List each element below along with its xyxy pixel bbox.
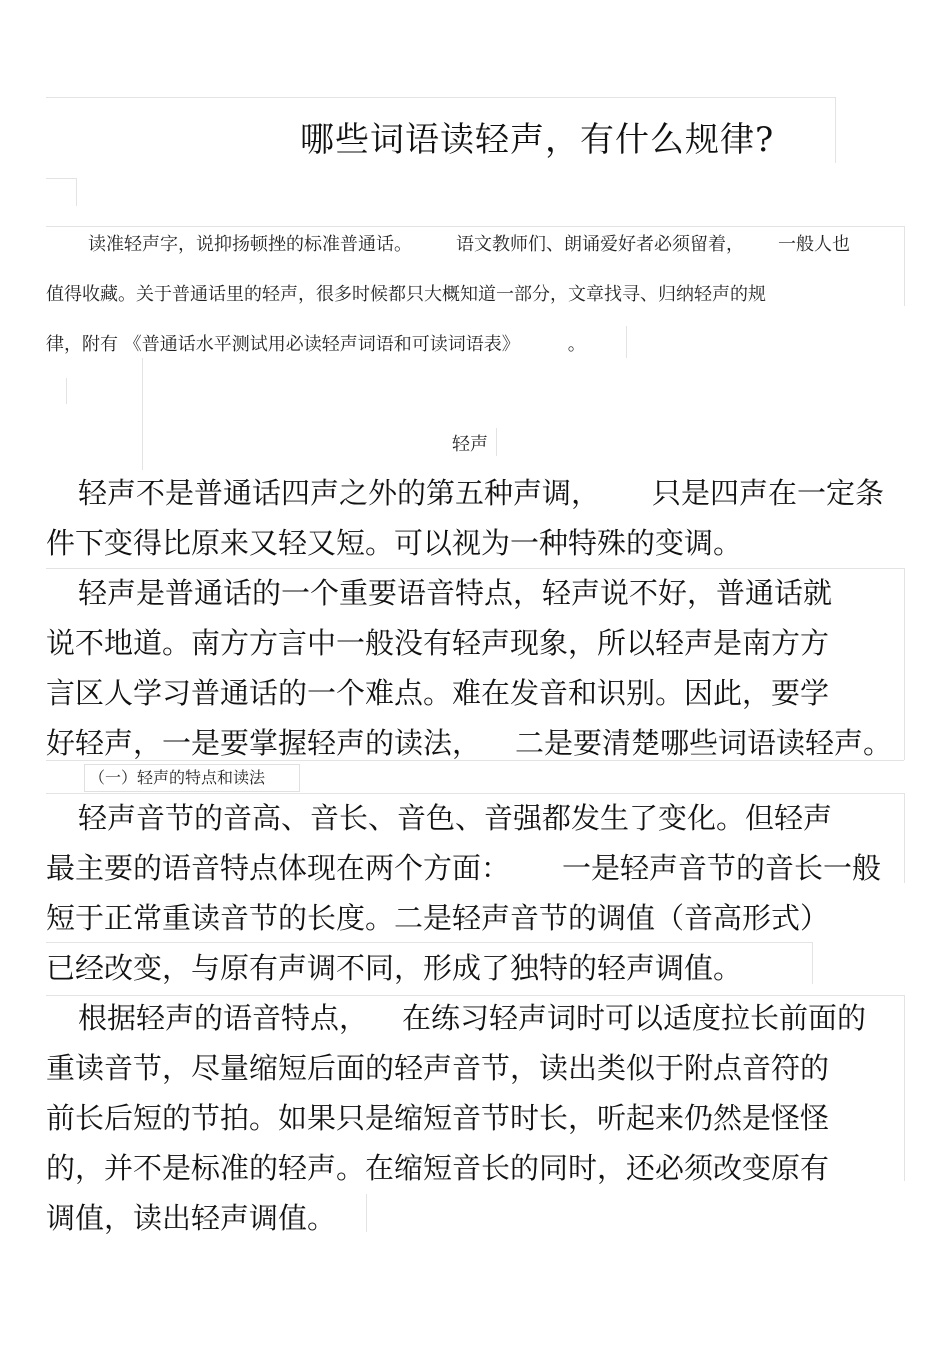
scan-line [142,358,143,470]
paragraph-text: 轻声不是普通话四声之外的第五种声调， [78,476,601,510]
paragraph-text: 根据轻声的语音特点， [78,1001,369,1035]
scan-line [76,178,77,206]
scan-line [496,428,497,456]
intro-text: 一般人也 [778,234,850,255]
paragraph-2 [46,568,906,768]
paragraph-text: 好轻声，一是要掌握轻声的读法， [46,726,482,760]
scan-line [46,178,76,179]
paragraph-line: 重读音节，尽量缩短后面的轻声音节，读出类似于附点音符的 [46,1051,830,1085]
paragraph-text: 只是四声在一定条 [652,476,885,510]
intro-text: 语文教师们、朗诵爱好者必须留着， [456,234,744,255]
page-title: 哪些词语读轻声，有什么规律? [300,120,775,160]
intro-line-1 [88,230,948,256]
section-heading: 轻声 [452,434,488,455]
paragraph-line: 说不地道。南方方言中一般没有轻声现象，所以轻声是南方方 [46,626,830,660]
paragraph-line: 言区人学习普通话的一个难点。难在发音和识别。因此，要学 [46,676,830,710]
intro-line-2: 值得收藏。关于普通话里的轻声，很多时候都只大概知道一部分，文章找寻、归纳轻声的规 [46,284,766,305]
paragraph-line: 轻声是普通话的一个重要语音特点，轻声说不好，普通话就 [78,576,833,610]
intro-text: 。 [567,334,586,355]
paragraph-line [46,993,906,1043]
paragraph-line: 已经改变，与原有声调不同，形成了独特的轻声调值。 [46,951,743,985]
paragraph-line: 件下变得比原来又轻又短。可以视为一种特殊的变调。 [46,526,743,560]
paragraph-line: 调值，读出轻声调值。 [46,1201,337,1235]
paragraph-line [46,843,906,893]
intro-text: 律，附有 《普通话水平测试用必读轻声词语和可读词语表》 [46,334,520,355]
paragraph-line [46,468,906,518]
scan-line [46,97,836,98]
intro-line-3 [46,330,906,356]
paragraph-line: 轻声音节的音高、音长、音色、音强都发生了变化。但轻声 [78,801,833,835]
paragraph-1 [46,468,906,568]
subheading: （一）轻声的特点和读法 [84,764,300,792]
scan-line [66,378,67,404]
paragraph-line: 的，并不是标准的轻声。在缩短音长的同时，还必须改变原有 [46,1151,830,1185]
paragraph-line [46,718,906,768]
scan-line [46,226,904,227]
paragraph-text: 一是轻声音节的音长一般 [562,851,882,885]
scan-line [835,97,836,163]
intro-text: 读准轻声字，说抑扬顿挫的标准普通话。 [88,234,412,255]
paragraph-3 [46,793,906,993]
paragraph-line: 短于正常重读音节的长度。二是轻声音节的调值（音高形式） [46,901,830,935]
paragraph-text: 最主要的语音特点体现在两个方面： [46,851,511,885]
paragraph-text: 二是要清楚哪些词语读轻声。 [515,726,893,760]
paragraph-4 [46,993,906,1243]
paragraph-line: 前长后短的节拍。如果只是缩短音节时长，听起来仍然是怪怪 [46,1101,830,1135]
paragraph-text: 在练习轻声词时可以适度拉长前面的 [402,1001,867,1035]
